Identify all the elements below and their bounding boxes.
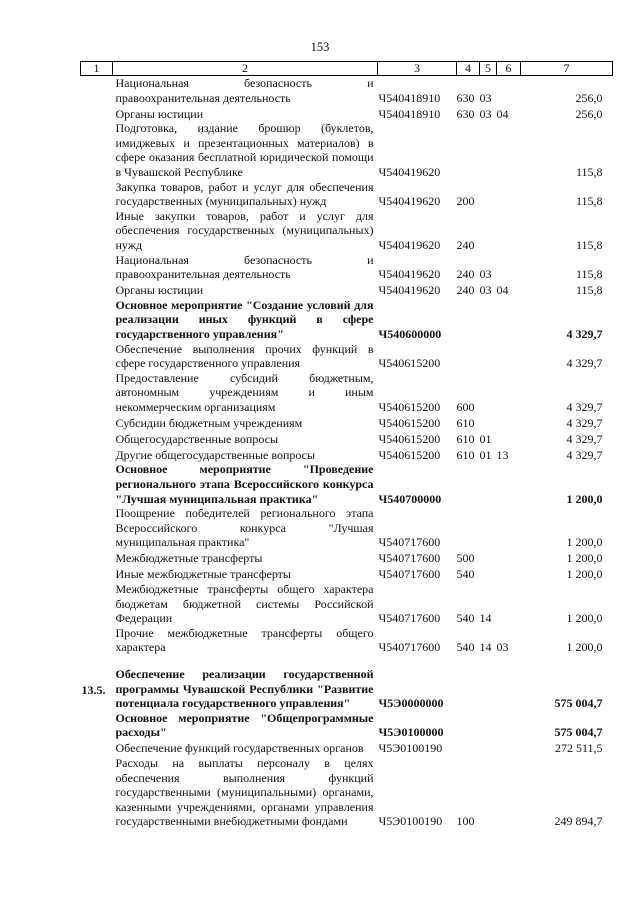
target-code-cell: Ч540419620 [378,237,441,252]
subsection-cell [497,740,521,756]
section-number-cell [81,105,113,121]
target-code-cell: Ч540419620 [378,194,441,209]
table-row [81,462,613,506]
header-cell-7: 7 [521,62,613,76]
expense-type-cell [457,121,480,179]
expense-name-cell: Прочие межбюджетные трансферты общего характера [115,625,374,655]
table-body [81,76,613,829]
target-code-cell: Ч5Э0100190 [378,741,443,756]
section-cell: 03 [479,90,492,105]
amount-cell: 115,8 [575,164,603,179]
section-number-cell [81,566,113,582]
amount-cell: 4 329,7 [566,431,603,446]
header-cell-5: 5 [480,62,497,76]
table-row [81,371,613,415]
section-cell [480,298,497,342]
expense-name-cell: Иные межбюджетные трансферты [115,567,291,582]
target-code-cell: Ч540717600 [378,535,441,550]
expense-name-cell: Обеспечение выполнения прочих функций в сфере государственного управления [115,341,374,371]
expense-name-cell: Национальная безопасность и правоохранительная деятельность [115,252,374,282]
table-row [81,430,613,446]
subsection-cell [497,414,521,430]
target-code-cell: Ч540418910 [378,90,441,105]
target-code-cell: Ч540700000 [378,491,442,506]
section-number-cell [81,180,113,209]
page-number: 153 [310,40,330,54]
amount-cell: 1 200,0 [566,551,603,566]
subsection-cell [497,566,521,582]
section-number-cell [81,371,113,415]
amount-cell: 4 329,7 [566,447,603,462]
amount-cell: 4 329,7 [566,415,603,430]
target-code-cell: Ч540615200 [378,447,441,462]
section-number-cell [81,582,113,626]
section-number-cell [81,414,113,430]
expense-name-cell: Общегосударственные вопросы [115,431,279,446]
section-number-cell: 13.5. [81,683,106,697]
table-row [81,506,613,550]
subsection-cell: 03 [496,640,509,655]
target-code-cell: Ч540717600 [378,640,441,655]
expense-type-cell: 240 [456,283,475,298]
amount-cell: 4 329,7 [566,399,603,414]
section-cell [480,462,497,506]
expense-name-cell: Органы юстиции [115,106,204,121]
section-cell: 03 [479,106,492,121]
subsection-cell [497,550,521,566]
amount-cell: 4 329,7 [566,326,603,341]
budget-table [80,61,613,829]
amount-cell: 115,8 [575,283,603,298]
section-number-cell [81,430,113,446]
section-cell: 01 [479,431,492,446]
section-cell [480,414,497,430]
header-cell-1: 1 [81,62,113,76]
expense-name-cell: Основное мероприятие "Общепрограммные расходы" [115,710,374,740]
subsection-cell [497,76,521,106]
section-number-cell [81,121,113,179]
subsection-cell [497,430,521,446]
section-cell: 03 [479,267,492,282]
section-cell: 01 [479,447,492,462]
amount-cell: 115,8 [575,237,603,252]
subsection-cell [497,371,521,415]
expense-name-cell: Межбюджетные трансферты [115,551,263,566]
table-header [81,62,613,76]
target-code-cell: Ч540419620 [378,283,441,298]
expense-type-cell: 240 [456,267,475,282]
section-number-cell [81,253,113,282]
expense-type-cell [457,298,480,342]
amount-cell: 256,0 [575,106,603,121]
amount-cell: 575 004,7 [554,696,603,711]
subsection-cell [497,121,521,179]
amount-cell: 272 511,5 [554,741,603,756]
table-row [81,180,613,209]
section-number-cell [81,711,113,740]
target-code-cell: Ч540419620 [378,164,441,179]
subsection-cell [497,711,521,740]
target-code-cell: Ч540717600 [378,611,441,626]
table-row [81,626,613,655]
target-code-cell: Ч540615200 [378,431,441,446]
table-row [81,667,613,711]
section-cell [480,209,497,253]
section-number-cell [81,550,113,566]
expense-type-cell: 200 [456,194,475,209]
section-cell [480,756,497,829]
section-number-cell [81,282,113,298]
expense-type-cell: 500 [456,551,475,566]
section-number-cell [81,462,113,506]
amount-cell: 575 004,7 [554,725,603,740]
table-row [81,121,613,179]
expense-name-cell: Иные закупки товаров, работ и услуг для обеспечения государственных (муниципальных) нужд [115,208,374,252]
subsection-cell [497,298,521,342]
expense-type-cell [457,667,480,711]
section-cell [480,667,497,711]
expense-type-cell: 540 [456,611,475,626]
section-cell [480,711,497,740]
expense-type-cell [457,711,480,740]
amount-cell: 4 329,7 [566,356,603,371]
expense-type-cell [457,740,480,756]
expense-name-cell: Межбюджетные трансферты общего характера бюджетам бюджетной системы Российской Федерации [115,582,374,626]
section-number-cell [81,626,113,655]
subsection-cell [497,209,521,253]
table-row [81,76,613,106]
subsection-cell [497,342,521,371]
expense-name-cell: Субсидии бюджетным учреждениям [115,415,303,430]
table-row [81,756,613,829]
expense-name-cell: Национальная безопасность и правоохранительная деятельность [115,76,374,105]
section-number-cell [81,756,113,829]
expense-name-cell: Обеспечение реализации государственной программы Чувашской Республики "Развитие потенциала государственного управления" [115,667,374,711]
section-cell [480,740,497,756]
section-number-cell [81,298,113,342]
section-cell: 14 [479,611,492,626]
target-code-cell: Ч540615200 [378,356,441,371]
expense-type-cell [457,342,480,371]
expense-type-cell: 240 [456,237,475,252]
expense-name-cell: Основное мероприятие "Проведение регионального этапа Всероссийского конкурса "Лучшая муниципальная практика" [115,462,374,506]
table-row [81,550,613,566]
section-cell [480,342,497,371]
subsection-cell [497,582,521,626]
table-row [81,582,613,626]
header-cell-6: 6 [497,62,521,76]
amount-cell: 115,8 [575,267,603,282]
expense-type-cell: 630 [456,106,475,121]
amount-cell: 249 894,7 [554,814,603,829]
expense-name-cell: Подготовка, издание брошюр (буклетов, имиджевых и презентационных материалов) в сфере оказания бесплатной юридической помощи в Чувашской Республике [115,121,374,179]
subsection-cell [497,180,521,209]
subsection-cell: 04 [496,106,509,121]
section-number-cell [81,342,113,371]
amount-cell: 1 200,0 [566,535,603,550]
target-code-cell: Ч5Э0100190 [378,814,443,829]
table-row [81,209,613,253]
section-cell [480,550,497,566]
table-row [81,566,613,582]
expense-type-cell: 540 [456,640,475,655]
section-number-cell [81,740,113,756]
expense-name-cell: Другие общегосударственные вопросы [115,447,316,462]
target-code-cell: Ч5Э0100000 [378,725,444,740]
expense-type-cell [457,506,480,550]
amount-cell: 1 200,0 [566,640,603,655]
expense-name-cell: Поощрение победителей регионального этапа Всероссийского конкурса "Лучшая муниципальная практика" [115,506,374,550]
target-code-cell: Ч540717600 [378,551,441,566]
target-code-cell: Ч5Э0000000 [378,696,444,711]
expense-type-cell: 610 [456,415,475,430]
header-cell-4: 4 [457,62,480,76]
header-cell-3: 3 [378,62,457,76]
section-cell [480,121,497,179]
expense-name-cell: Предоставление субсидий бюджетным, автономным учреждениям и иным некоммерческим организациям [115,370,374,414]
expense-type-cell [457,462,480,506]
section-cell: 14 [479,640,492,655]
section-number-cell [81,76,113,106]
section-number-cell [81,506,113,550]
table-row [81,740,613,756]
table-row [81,298,613,342]
expense-type-cell: 630 [456,90,475,105]
amount-cell: 1 200,0 [566,491,603,506]
expense-name-cell: Расходы на выплаты персоналу в целях обеспечения выполнения функций государственными (муниципальными) органами, казенными учреждениями, органами управления государственными внебюджетными фондами [115,755,374,829]
header-cell-2: 2 [113,62,378,76]
expense-type-cell: 600 [456,399,475,414]
subsection-cell [497,667,521,711]
section-number-cell [81,209,113,253]
section-cell: 03 [479,283,492,298]
section-cell [480,506,497,550]
spacer-cell [81,655,613,667]
section-cell [480,180,497,209]
expense-name-cell: Закупка товаров, работ и услуг для обеспечения государственных (муниципальных) нужд [115,179,374,209]
expense-type-cell: 610 [456,431,475,446]
subsection-cell: 04 [496,283,509,298]
target-code-cell: Ч540615200 [378,415,441,430]
subsection-cell: 13 [496,447,509,462]
table-row [81,253,613,282]
target-code-cell: Ч540615200 [378,399,441,414]
expense-name-cell: Основное мероприятие "Создание условий для реализации иных функций в сфере государственного управления" [115,297,374,341]
subsection-cell [497,462,521,506]
table-row [81,711,613,740]
table-row [81,282,613,298]
expense-name-cell: Органы юстиции [115,283,204,298]
target-code-cell: Ч540717600 [378,567,441,582]
section-cell [480,566,497,582]
target-code-cell: Ч540600000 [378,326,442,341]
spacer-row [81,655,613,667]
target-code-cell: Ч540418910 [378,106,441,121]
table-row [81,414,613,430]
amount-cell: 1 200,0 [566,611,603,626]
section-cell [480,371,497,415]
expense-name-cell: Обеспечение функций государственных органов [115,741,364,756]
table-row [81,446,613,462]
amount-cell: 1 200,0 [566,567,603,582]
subsection-cell [497,506,521,550]
expense-type-cell: 100 [456,814,475,829]
target-code-cell: Ч540419620 [378,267,441,282]
amount-cell: 256,0 [575,90,603,105]
table-row [81,342,613,371]
subsection-cell [497,253,521,282]
subsection-cell [497,756,521,829]
expense-type-cell: 610 [456,447,475,462]
amount-cell: 115,8 [575,194,603,209]
expense-type-cell: 540 [456,567,475,582]
table-row [81,105,613,121]
section-number-cell [81,446,113,462]
